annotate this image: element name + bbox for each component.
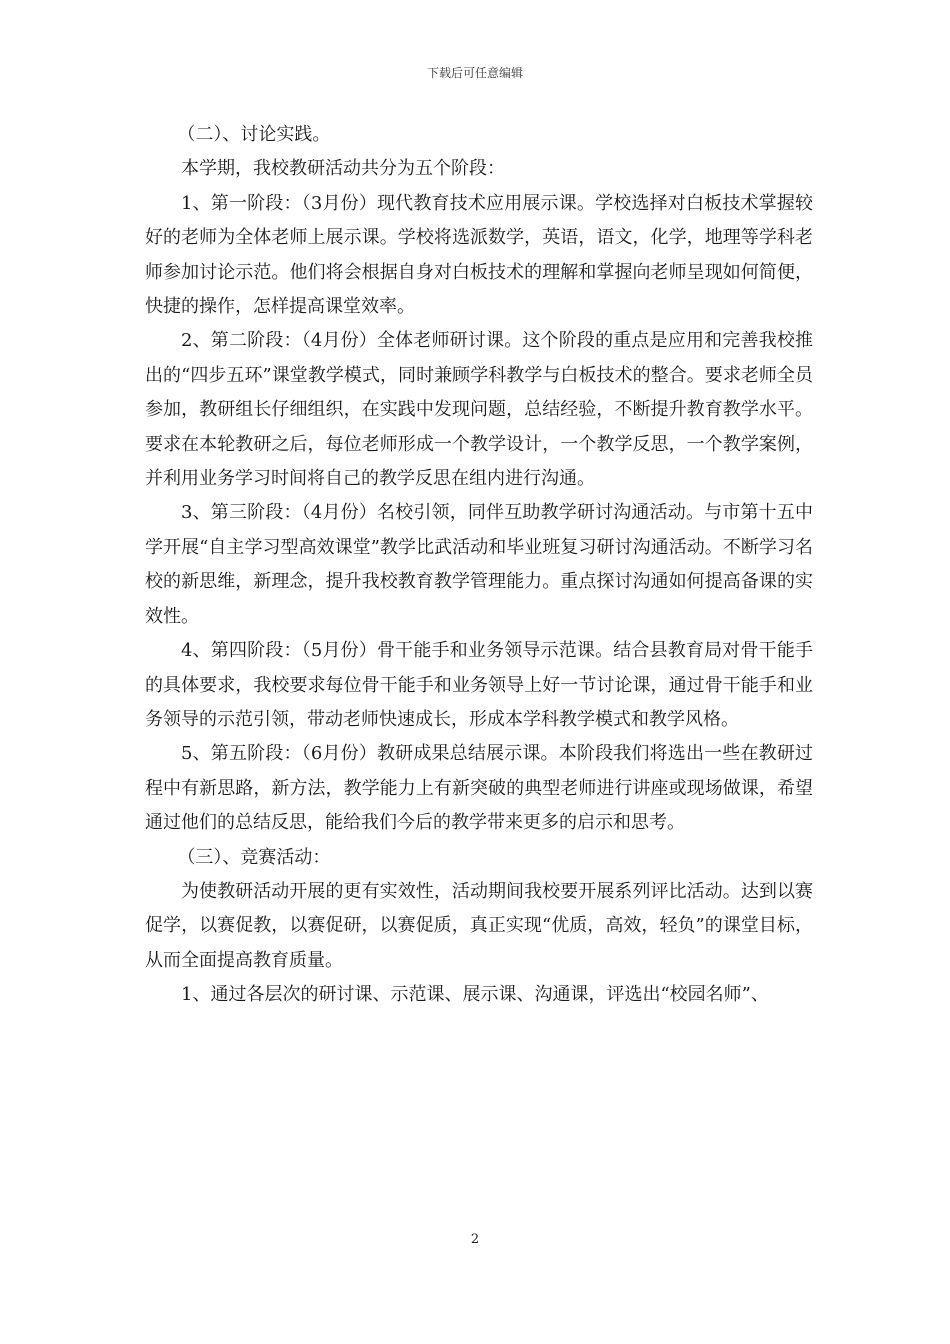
page-number: 2 xyxy=(470,1232,480,1247)
paragraph-competition-intro: 为使教研活动开展的更有实效性，活动期间我校要开展系列评比活动。达到以赛促学，以赛促教，以赛促研，以赛促质，真正实现“优质，高效，轻负”的课堂目标，从而全面提高教育质量。 xyxy=(145,880,813,971)
paragraph-stage-2: 2、第二阶段：（4月份）全体老师研讨课。这个阶段的重点是应用和完善我校推出的“四步五环”课堂教学模式，同时兼顾学科教学与白板技术的整合。要求老师全员参加，教研组长仔细组织，在实践中发现问题，总结经验，不断提升教育教学水平。要求在本轮教研之后，每位老师形成一个教学设计，一个教学反思，一个教学案例，并利用业务学习时间将自己的教学反思在组内进行沟通。 xyxy=(145,330,813,490)
paragraph-stage-1: 1、第一阶段：（3月份）现代教育技术应用展示课。学校选择对白板技术掌握较好的老师为全体老师上展示课。学校将选派数学，英语，语文，化学，地理等学科老师参加讨论示范。他们将会根据自身对白板技术的理解和掌握向老师呈现如何简便，快捷的操作，怎样提高课堂效率。 xyxy=(145,192,813,318)
paragraph-stage-4: 4、第四阶段：（5月份）骨干能手和业务领导示范课。结合县教育局对骨干能手的具体要求，我校要求每位骨干能手和业务领导上好一节讨论课，通过骨干能手和业务领导的示范引领，带动老师快速成长，形成本学科教学模式和教学风格。 xyxy=(145,640,813,730)
document-body xyxy=(145,118,813,1013)
paragraph-competition-item-1: 1、通过各层次的研讨课、示范课、展示课、沟通课，评选出“校园名师”、 xyxy=(181,984,769,1006)
section-heading-discussion: （二）、讨论实践。 xyxy=(177,124,331,145)
paragraph-stage-3: 3、第三阶段：（4月份）名校引领，同伴互助教学研讨沟通活动。与市第十五中学开展“自主学习型高效课堂”教学比武活动和毕业班复习研讨沟通活动。不断学习名校的新思维，新理念，提升我校教育教学管理能力。重点探讨沟通如何提高备课的实效性。 xyxy=(145,502,813,627)
section-heading-competition: （三）、竞赛活动： xyxy=(177,846,331,868)
paragraph-stage-5: 5、第五阶段：（6月份）教研成果总结展示课。本阶段我们将选出一些在教研过程中有新思路，新方法，教学能力上有新突破的典型老师进行讲座或现场做课，希望通过他们的总结反思，能给我们今后的教学带来更多的启示和思考。 xyxy=(145,743,813,834)
paragraph-intro: 本学期，我校教研活动共分为五个阶段： xyxy=(181,158,505,180)
page-header: 下载后可任意编辑 xyxy=(426,66,523,80)
